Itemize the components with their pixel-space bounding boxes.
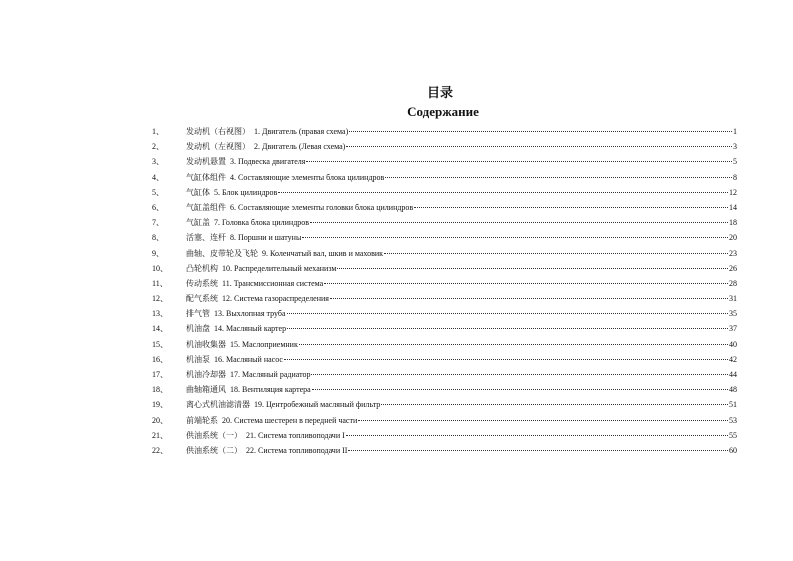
toc-entry[interactable] [186, 413, 737, 428]
toc-row [0, 291, 793, 306]
toc-number: 17、 [152, 370, 168, 379]
toc-title-chinese: 发动机（右视图） [186, 127, 250, 136]
dot-leader [302, 237, 728, 238]
toc-row [0, 367, 793, 382]
toc-page-number: 55 [729, 430, 737, 440]
toc-page-number: 48 [729, 385, 737, 395]
toc-title-chinese: 机油盘 [186, 324, 210, 334]
toc-page-number: 28 [729, 278, 737, 288]
dot-leader [330, 298, 728, 299]
toc-label [186, 306, 286, 321]
dot-leader [287, 313, 729, 314]
toc-row [0, 443, 793, 458]
toc-title-chinese: 供油系统（一） [186, 430, 242, 440]
toc-label [186, 291, 329, 306]
toc-row [0, 215, 793, 230]
toc-entry[interactable] [186, 185, 737, 200]
toc-title-chinese: 气缸体组件 [186, 172, 226, 182]
dot-leader [299, 344, 728, 345]
toc-title-chinese: 曲轴、皮带轮及飞轮 [186, 248, 258, 258]
toc-number: 1、 [152, 127, 164, 136]
toc-title-chinese: 曲轴箱通风 [186, 385, 226, 395]
toc-page-number: 42 [729, 354, 737, 364]
toc-number: 9、 [152, 248, 164, 258]
toc-title-chinese: 排气管 [186, 309, 210, 319]
toc-label [186, 428, 345, 443]
toc-number: 10、 [152, 263, 168, 273]
toc-entry[interactable] [186, 139, 737, 154]
toc-number: 16、 [152, 354, 168, 364]
toc-title-russian: 9. Коленчатый вал, шкив и маховик [262, 248, 384, 258]
toc-number: 12、 [152, 294, 168, 304]
toc-label [186, 154, 305, 169]
dot-leader [324, 283, 728, 284]
title-russian: Содержание [407, 104, 479, 119]
toc-page-number: 37 [729, 324, 737, 334]
toc-entry[interactable] [186, 215, 737, 230]
toc-row [0, 200, 793, 215]
toc-title-russian: 20. Система шестерен в передней части [222, 415, 358, 425]
toc-number: 3、 [152, 157, 164, 167]
dot-leader [346, 435, 728, 436]
toc-label [186, 261, 336, 276]
toc-title-chinese: 活塞、连杆 [186, 233, 226, 243]
toc-title-chinese: 发动机（左视图） [186, 142, 250, 152]
toc-page-number: 51 [729, 400, 737, 410]
toc-row [0, 352, 793, 367]
toc-entry[interactable] [186, 367, 737, 382]
toc-page-number: 20 [729, 233, 737, 243]
toc-page-number: 12 [729, 187, 737, 197]
toc-number: 6、 [152, 202, 164, 212]
toc-title-russian: 4. Составляющие элементы блока цилиндров [230, 172, 385, 182]
toc-number: 4、 [152, 172, 164, 182]
toc-title-chinese: 机油泵 [186, 354, 210, 364]
toc-row [0, 246, 793, 261]
toc-entry[interactable] [186, 200, 737, 215]
toc-label [186, 124, 348, 139]
dot-leader [348, 450, 728, 451]
toc-entry[interactable] [186, 276, 737, 291]
dot-leader [278, 192, 728, 193]
toc-label [186, 321, 286, 336]
toc-number: 15、 [152, 339, 168, 349]
toc-number: 2、 [152, 142, 164, 152]
toc-label [186, 397, 380, 412]
toc-title-russian: 7. Головка блока цилиндров [214, 218, 310, 228]
toc-title-russian: 8. Поршни и шатуны [230, 233, 302, 243]
toc-page-number: 44 [729, 370, 737, 379]
toc-entry[interactable] [186, 246, 737, 261]
toc-entry[interactable] [186, 261, 737, 276]
toc-number: 13、 [152, 309, 168, 319]
dot-leader [346, 146, 732, 147]
toc-number: 11、 [152, 278, 168, 288]
toc-row [0, 397, 793, 412]
toc-number: 22、 [152, 445, 168, 455]
toc-row [0, 154, 793, 169]
toc-label [186, 443, 347, 458]
toc-page-number: 60 [729, 445, 737, 455]
toc-title-chinese: 机油收集器 [186, 339, 226, 349]
toc-row [0, 306, 793, 321]
toc-title-russian: 21. Система топливоподачи I [246, 430, 345, 440]
toc-number: 21、 [152, 430, 168, 440]
toc-page-number: 3 [733, 142, 737, 152]
toc-title-russian: 19. Центробежный масляный фильтр [254, 400, 381, 410]
toc-title-chinese: 传动系统 [186, 278, 218, 288]
toc-page-number: 35 [729, 309, 737, 319]
toc-row [0, 230, 793, 245]
toc-title-chinese: 离心式机油滤清器 [186, 400, 250, 410]
toc-label [186, 352, 283, 367]
dot-leader [381, 404, 728, 405]
toc-entry[interactable] [186, 154, 737, 169]
toc-entry[interactable] [186, 230, 737, 245]
toc-row [0, 337, 793, 352]
toc-title-chinese: 凸轮机构 [186, 263, 218, 273]
toc-label [186, 139, 345, 154]
toc-title-russian: 1. Двигатель (правая схема) [254, 127, 349, 136]
toc-entry[interactable] [186, 382, 737, 397]
toc-title-chinese: 发动机悬置 [186, 157, 226, 167]
dot-leader [358, 420, 728, 421]
toc-entry[interactable] [186, 397, 737, 412]
toc-label [186, 200, 413, 215]
toc-title-russian: 15. Маслоприемник [230, 339, 298, 349]
dot-leader [306, 161, 732, 162]
toc-title-chinese: 气缸体 [186, 187, 210, 197]
toc-page-number: 53 [729, 415, 737, 425]
toc-entry[interactable] [186, 337, 737, 352]
toc-page-number: 14 [729, 202, 737, 212]
dot-leader [287, 328, 728, 329]
toc-title-chinese: 机油冷却器 [186, 370, 226, 379]
toc-title-russian: 6. Составляющие элементы головки блока цилиндров [230, 202, 414, 212]
toc-label [186, 215, 309, 230]
toc-row [0, 321, 793, 336]
toc-number: 5、 [152, 187, 164, 197]
toc-title-chinese: 气缸盖 [186, 218, 210, 228]
toc-label [186, 276, 323, 291]
toc-page-number: 8 [733, 172, 737, 182]
toc-page-number: 40 [729, 339, 737, 349]
toc-row [0, 428, 793, 443]
toc-title-russian: 18. Вентиляция картера [230, 385, 311, 395]
dot-leader [349, 131, 732, 132]
toc-entry[interactable] [186, 443, 737, 458]
toc-row [0, 276, 793, 291]
dot-leader [310, 222, 728, 223]
toc-title-chinese: 配气系统 [186, 294, 218, 304]
dot-leader [414, 207, 728, 208]
toc-number: 8、 [152, 233, 164, 243]
toc-row [0, 170, 793, 185]
toc-label [186, 337, 298, 352]
toc-page-number: 23 [729, 248, 737, 258]
toc-title-russian: 3. Подвеска двигателя [230, 157, 306, 167]
dot-leader [284, 359, 728, 360]
toc-label [186, 382, 311, 397]
dot-leader [384, 253, 728, 254]
toc-row [0, 124, 793, 139]
toc-title-russian: 17. Масляный радиатор [230, 370, 311, 379]
toc-title-russian: 2. Двигатель (Левая схема) [254, 142, 346, 152]
toc-title-russian: 12. Система газораспределения [222, 294, 329, 304]
toc-title-russian: 16. Масляный насос [214, 354, 283, 364]
toc-title-russian: 14. Масляный картер [214, 324, 287, 334]
toc-title-russian: 5. Блок цилиндров [214, 187, 278, 197]
toc-label [186, 185, 277, 200]
dot-leader [311, 374, 728, 375]
table-of-contents [0, 124, 793, 458]
toc-page-number: 18 [729, 218, 737, 228]
toc-label [186, 230, 301, 245]
toc-row [0, 382, 793, 397]
toc-title-chinese: 前端轮系 [186, 415, 218, 425]
toc-title-chinese: 气缸盖组件 [186, 202, 226, 212]
toc-row [0, 413, 793, 428]
toc-number: 14、 [152, 324, 168, 334]
toc-title-russian: 11. Трансмиссионная система [222, 278, 324, 288]
dot-leader [337, 268, 728, 269]
toc-title-russian: 13. Выхлопная труба [214, 309, 286, 319]
toc-number: 7、 [152, 218, 164, 228]
toc-label [186, 413, 357, 428]
toc-number: 20、 [152, 415, 168, 425]
toc-number: 19、 [152, 400, 168, 410]
toc-entry[interactable] [186, 170, 737, 185]
toc-entry[interactable] [186, 124, 737, 139]
toc-page-number: 1 [733, 127, 737, 136]
toc-row [0, 185, 793, 200]
toc-title-chinese: 供油系统（二） [186, 445, 242, 455]
toc-page-number: 31 [729, 294, 737, 304]
toc-page-number: 5 [733, 157, 737, 167]
toc-label [186, 367, 310, 382]
toc-entry[interactable] [186, 428, 737, 443]
toc-entry[interactable] [186, 352, 737, 367]
toc-row [0, 261, 793, 276]
toc-label [186, 246, 383, 261]
toc-row [0, 139, 793, 154]
title-chinese: 目录 [426, 86, 453, 101]
dot-leader [385, 177, 732, 178]
toc-entry[interactable] [186, 321, 737, 336]
toc-title-russian: 10. Распределительный механизм [222, 263, 337, 273]
dot-leader [312, 389, 728, 390]
toc-title-russian: 22. Система топливоподачи II [246, 445, 348, 455]
toc-number: 18、 [152, 385, 168, 395]
toc-entry[interactable] [186, 306, 737, 321]
toc-entry[interactable] [186, 291, 737, 306]
toc-label [186, 170, 384, 185]
toc-page-number: 26 [729, 263, 737, 273]
